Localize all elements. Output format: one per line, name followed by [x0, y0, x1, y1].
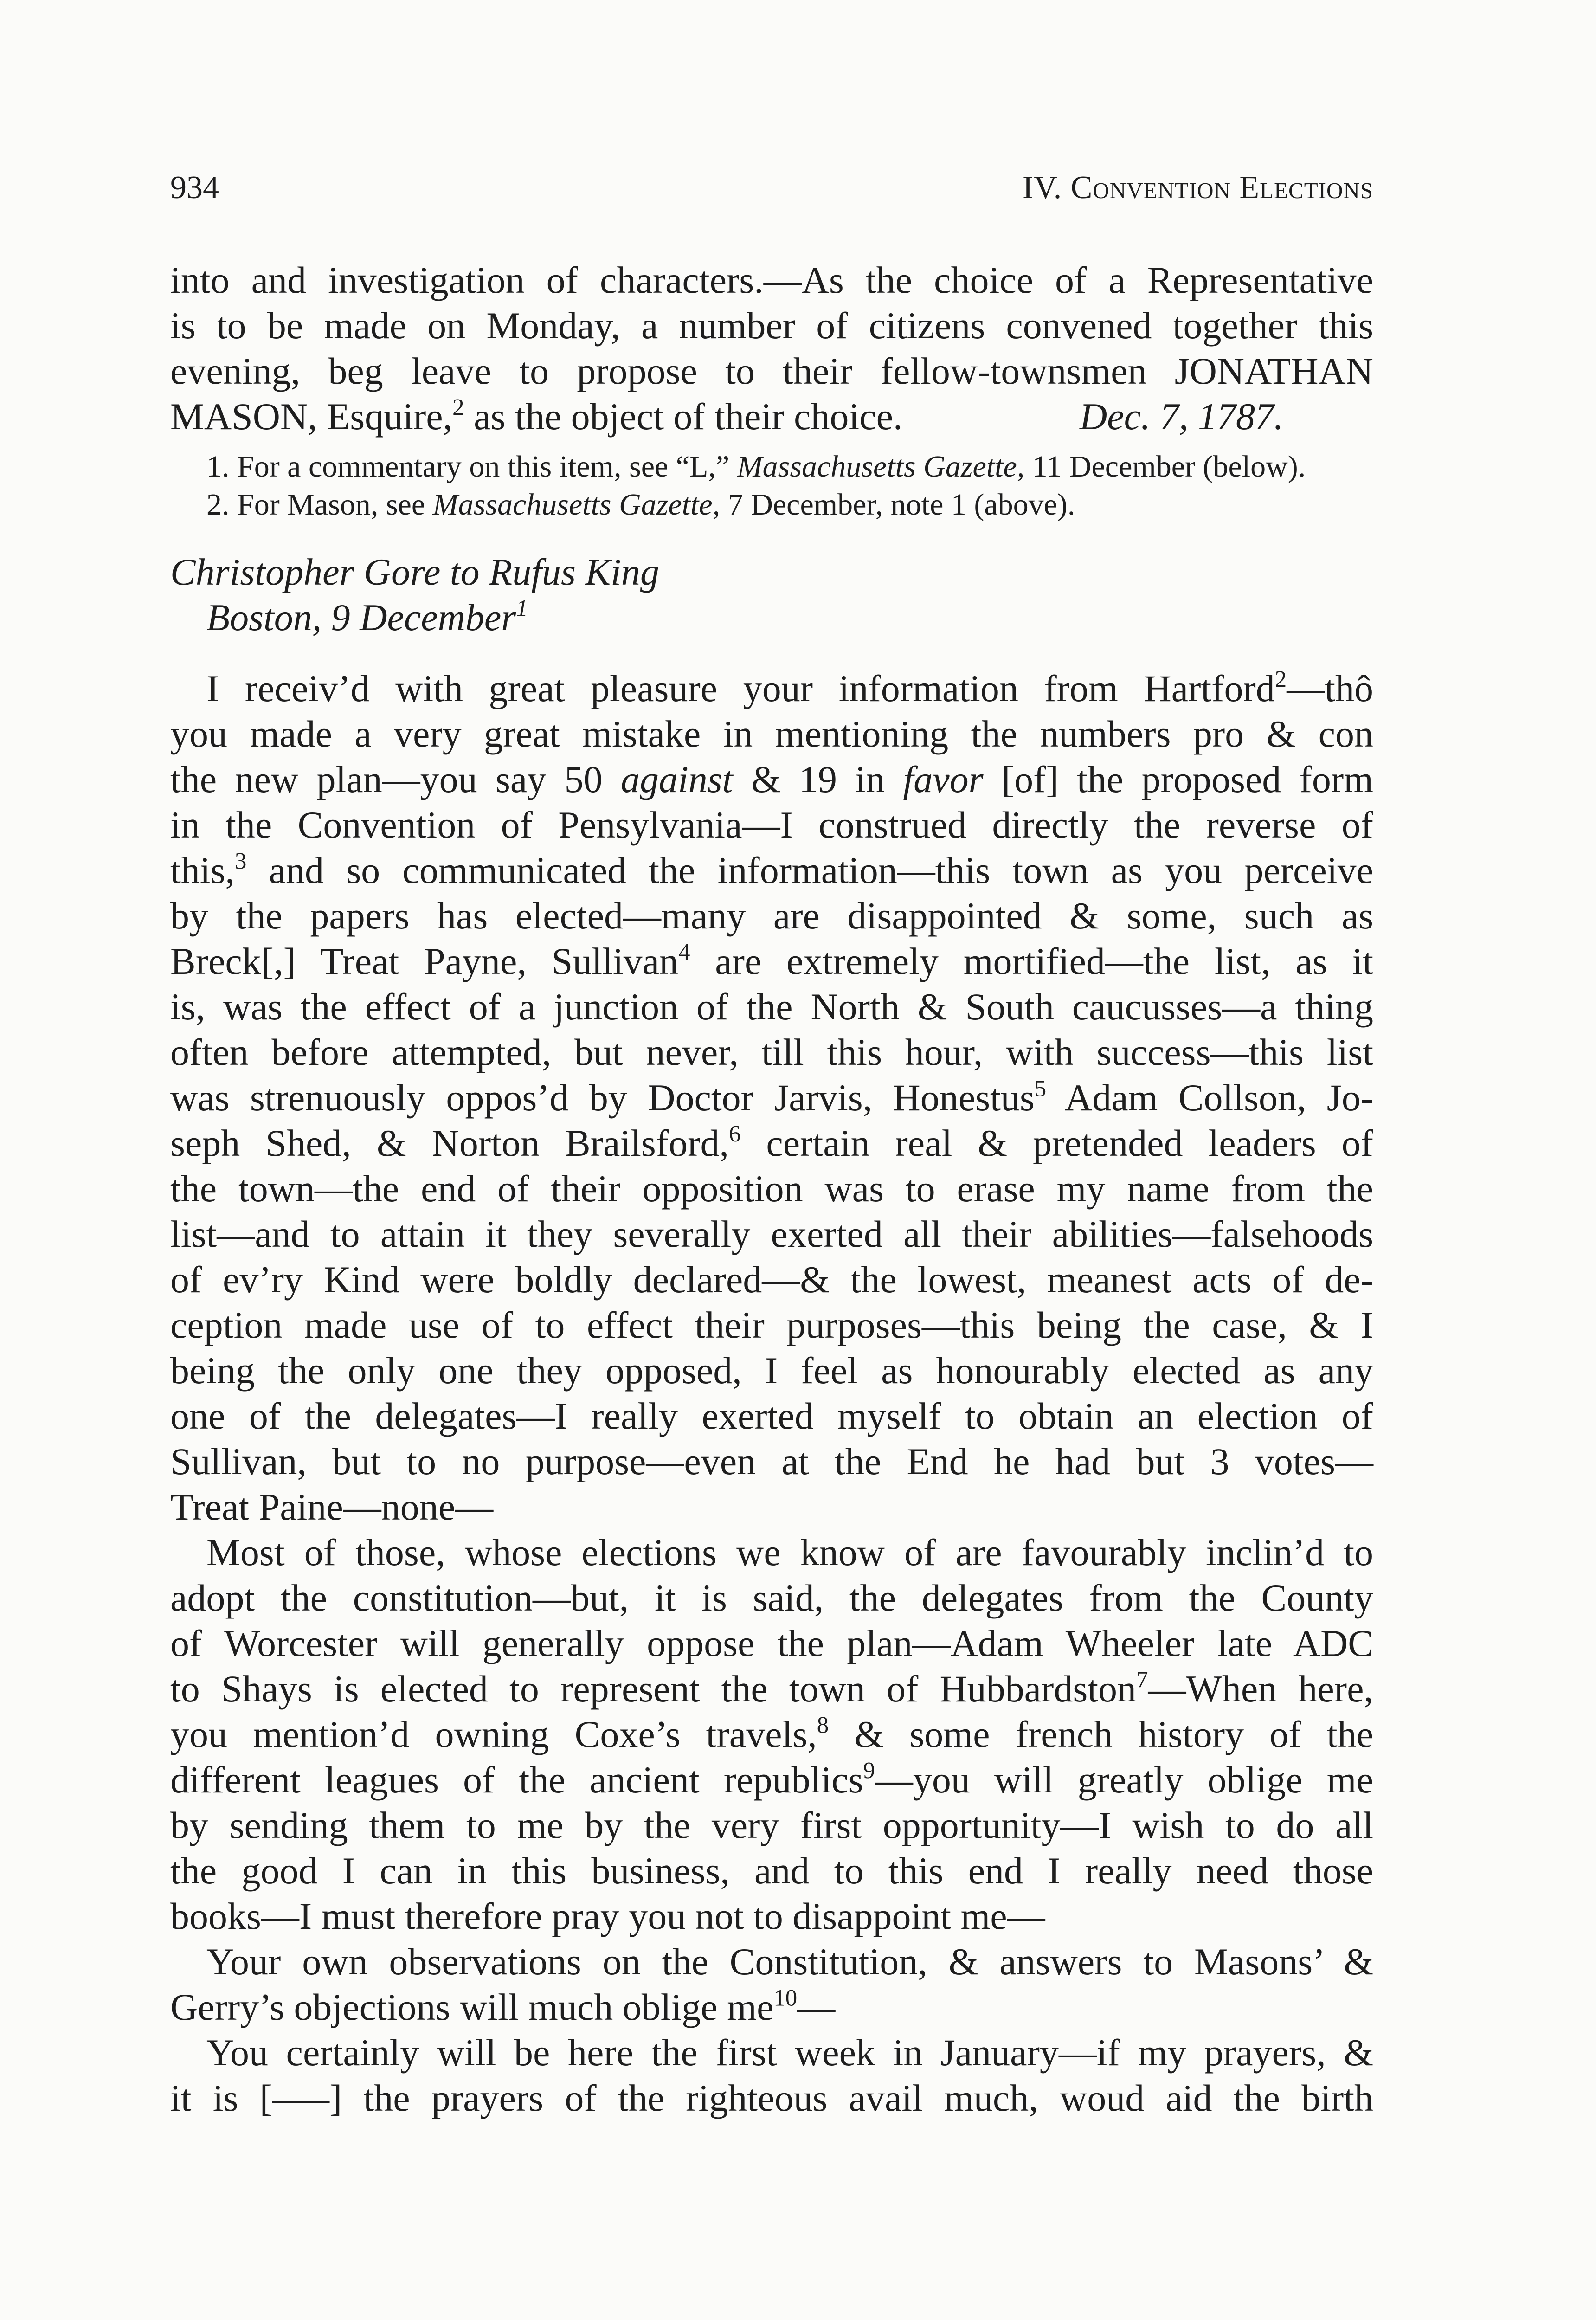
text-line: being the only one they opposed, I feel as honourably elected as any: [170, 1349, 1373, 1392]
footnote-2: 2. For Mason, see Massachusetts Gazette, 7 December, note 1 (above).: [206, 488, 1075, 522]
intro-line-2: is to be made on Monday, a number of citizens convened together this: [170, 304, 1373, 347]
text-line: different leagues of the ancient republics$^9$—you will greatly oblige me: [170, 1757, 1373, 1801]
text-line: Treat Paine—none—: [170, 1486, 494, 1528]
text-line: books—I must therefore pray you not to disappoint me—: [170, 1895, 1045, 1937]
text-line: adopt the constitution—but, it is said, the delegates from the County: [170, 1577, 1373, 1619]
text-line: it is [–––] the prayers of the righteous avail much, woud aid the birth: [170, 2077, 1373, 2119]
section-title: IV. Convention Elections: [1022, 170, 1373, 206]
text-line: you made a very great mistake in mentioning the numbers pro & con: [170, 713, 1373, 755]
letter-paragraph-2: [170, 1530, 1373, 1939]
running-head: [170, 167, 1373, 209]
intro-line-3: evening, beg leave to propose to their fellow-townsmen JONATHAN: [170, 350, 1373, 392]
intro-line-1: into and investigation of characters.—As the choice of a Representative: [170, 259, 1373, 301]
text-line: list—and to attain it they severally exerted all their abilities—falsehoods: [170, 1213, 1373, 1255]
item-date: Dec. 7, 1787.: [1080, 395, 1284, 438]
text-line: the new plan—you say 50 against & 19 in favor [of] the proposed form: [170, 758, 1373, 800]
text-line: is, was the effect of a junction of the North & South caucusses—a thing: [170, 986, 1373, 1028]
text-line: ception made use of to effect their purposes—this being the case, & I: [170, 1304, 1373, 1346]
letter-paragraph-3: [170, 1939, 1373, 2030]
text-line: by sending them to me by the very first opportunity—I wish to do all: [170, 1804, 1373, 1846]
letter-paragraph-4: [170, 2030, 1373, 2121]
text-line: Most of those, whose elections we know of are favourably inclin’d to: [206, 1531, 1373, 1573]
text-line: you mention’d owning Coxe’s travels,$^8$ & some french history of the: [170, 1712, 1374, 1755]
text-line: Your own observations on the Constitution, & answers to Masons’ &: [206, 1940, 1373, 1983]
text-line: Gerry’s objections will much oblige $me^{10}—$: [170, 1985, 836, 2028]
page-number: 934: [170, 170, 219, 206]
text-line: this,$^3$ and so communicated the information—this town as you perceive: [170, 848, 1373, 891]
intro-line-4: MASON, Esquire,$^2$ as the object of their choice. Dec. 7, 1787.: [170, 394, 1373, 439]
text-line: the town—the end of their opposition was to erase my name from the: [170, 1167, 1373, 1210]
text-line: was strenuously oppos’d by Doctor Jarvis, Honestus$^5$ Adam Collson, Jo-: [170, 1075, 1373, 1119]
footnote-1: 1. For a commentary on this item, see “L,” Massachusetts Gazette, 11 December (below).: [206, 450, 1306, 483]
letter-place-date: Boston, 9 December$^1$: [206, 595, 528, 638]
letter-title: Christopher Gore to Rufus King: [170, 551, 659, 593]
text-line: often before attempted, but never, till this hour, with success—this list: [170, 1031, 1373, 1073]
text-line: the good I can in this business, and to this end I really need those: [170, 1850, 1373, 1892]
text-line: of ev’ry Kind were boldly declared—& the lowest, meanest acts of de-: [170, 1258, 1373, 1301]
text-line: Breck[,] Treat Payne, Sullivan$^4$ are extremely mortified—the list, as it: [170, 939, 1373, 982]
text-line: I receiv’d with great pleasure your information from Hartford$^2$—thô: [206, 666, 1373, 709]
text-line: of Worcester will generally oppose the plan—Adam Wheeler late ADC: [170, 1622, 1373, 1664]
text-line: Sullivan, but to no purpose—even at the End he had but 3 votes—: [170, 1440, 1373, 1482]
text-line: by the papers has elected—many are disappointed & some, such as: [170, 895, 1373, 937]
text-line: one of the delegates—I really exerted myself to obtain an election of: [170, 1395, 1373, 1437]
footnotes: [170, 448, 1373, 524]
text-line: in the Convention of Pensylvania—I construed directly the reverse of: [170, 804, 1373, 846]
text-line: You certainly will be here the first week in January—if my prayers, &: [206, 2031, 1373, 2074]
text-line: to Shays is elected to represent the town of Hubbardston$^7$—When here,: [170, 1666, 1374, 1710]
text-line: seph Shed, & Norton Brailsford,$^6$ certain real & pretended leaders of: [170, 1121, 1373, 1164]
text-block: [170, 258, 1373, 2121]
letter-paragraph-1: [170, 666, 1373, 1530]
